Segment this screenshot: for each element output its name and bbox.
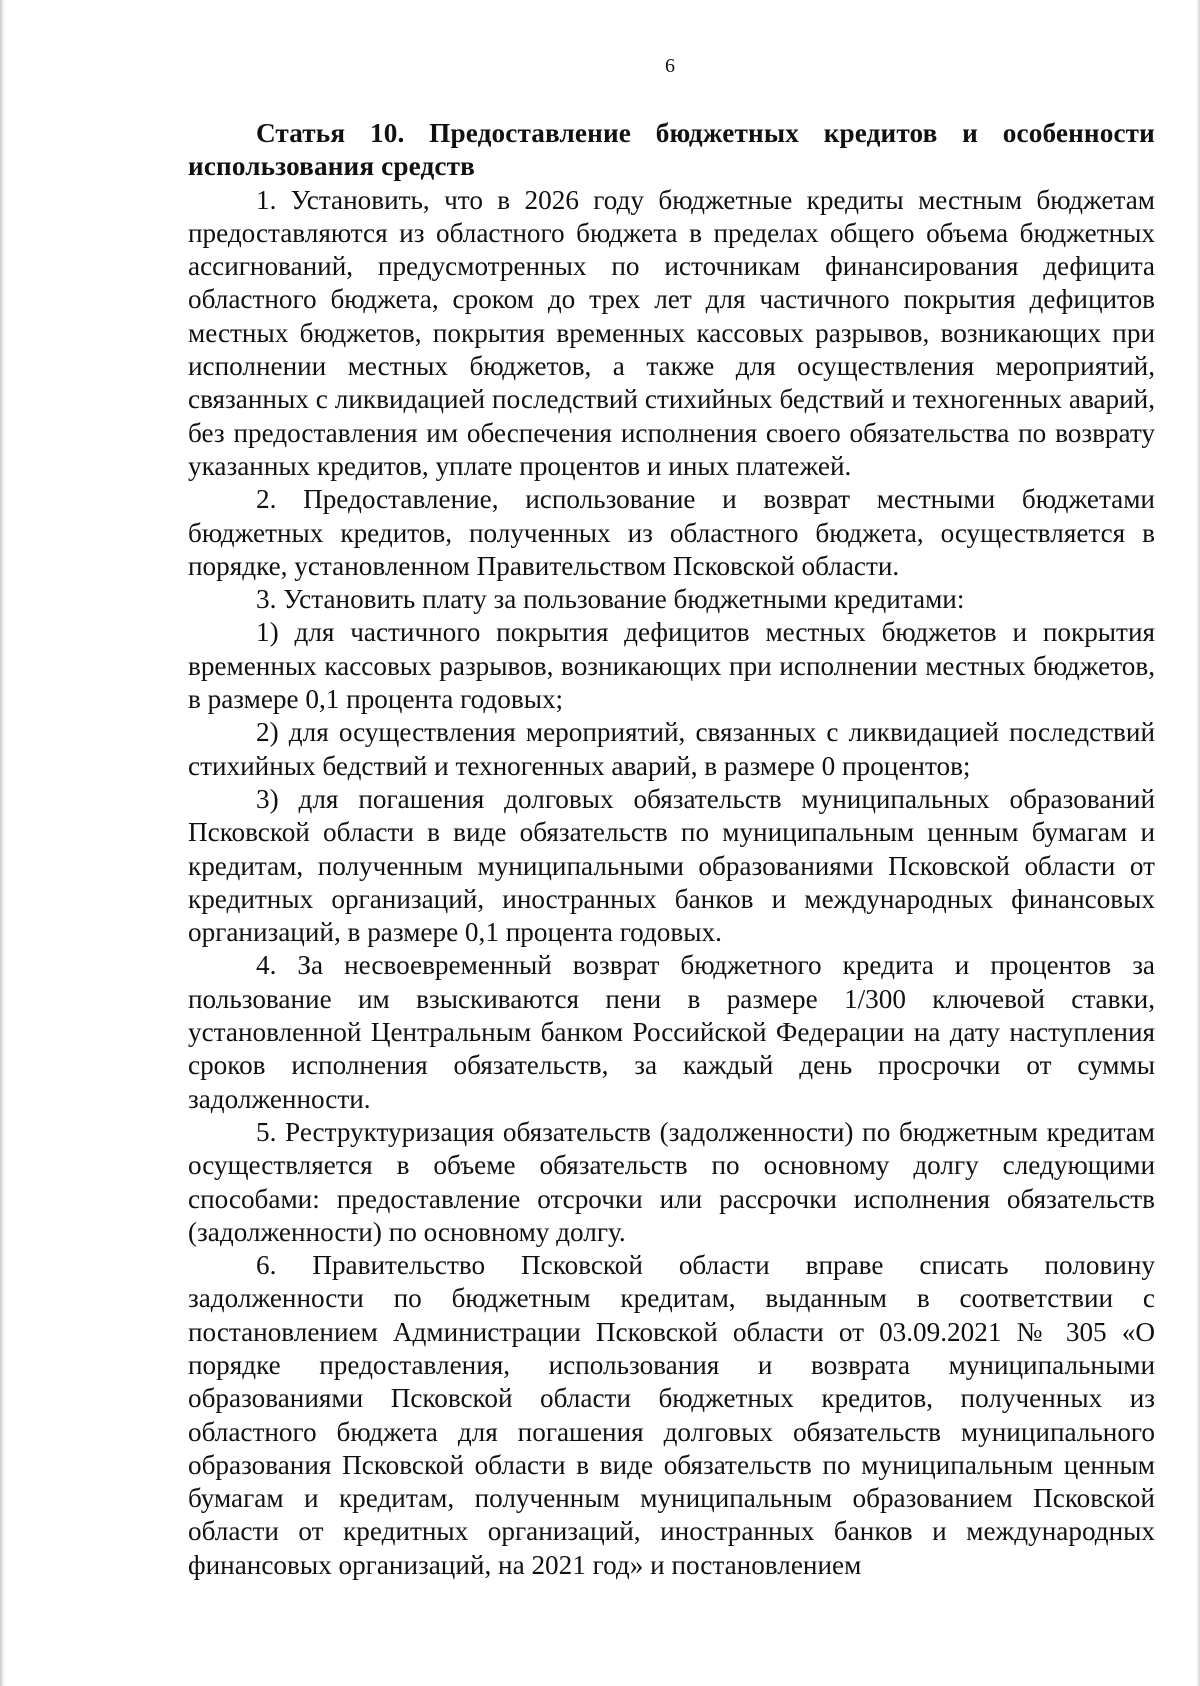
paragraph-5: 5. Реструктуризация обязательств (задолженности) по бюджетным кредитам осуществляется в объеме обязательств по основному долгу следующими способами: предоставление отсрочки или рассрочки исполнения обязательств (задолженности) по основному долгу. (188, 1116, 1155, 1247)
article-heading: Статья 10. Предоставление бюджетных кредитов и особенности использования средств (188, 118, 1155, 182)
scan-edge-left (0, 0, 5, 1686)
paragraph-6: 6. Правительство Псковской области вправе списать половину задолженности по бюджетным кредитам, выданным в соответствии с постановлением Администрации Псковской области от 03.09.2021 № 305 «О порядке предоставления, использования и возврата муниципальными образованиями Псковской области бюджетных кредитов, полученных из областного бюджета для погашения долговых обязательств муниципального образования Псковской области в виде обязательств по муниципальным ценным бумагам и кредитам, полученным муниципальным образованием Псковской области от кредитных организаций, иностранных банков и международных финансовых организаций, на 2021 год» и постановлением (188, 1250, 1155, 1580)
scan-edge-right (1196, 0, 1200, 1686)
paragraph-3-item-3: 3) для погашения долговых обязательств муниципальных образований Псковской области в виде обязательств по муниципальным ценным бумагам и кредитам, полученным муниципальными образованиями Псковской области от кредитных организаций, иностранных банков и международных финансовых организаций, в размере 0,1 процента годовых. (188, 783, 1155, 948)
paragraph-3-item-1: 1) для частичного покрытия дефицитов местных бюджетов и покрытия временных кассовых разрывов, возникающих при исполнении местных бюджетов, в размере 0,1 процента годовых; (188, 617, 1155, 715)
article-body (188, 117, 1155, 1582)
paragraph-1: 1. Установить, что в 2026 году бюджетные кредиты местным бюджетам предоставляются из областного бюджета в пределах общего объема бюджетных ассигнований, предусмотренных по источникам финансирования дефицита областного бюджета, сроком до трех лет для частичного покрытия дефицитов местных бюджетов, покрытия временных кассовых разрывов, возникающих при исполнении местных бюджетов, а также для осуществления мероприятий, связанных с ликвидацией последствий стихийных бедствий и техногенных аварий, без предоставления им обеспечения исполнения своего обязательства по возврату указанных кредитов, уплате процентов и иных платежей. (188, 184, 1155, 481)
page-number: 6 (665, 55, 675, 77)
paragraph-4: 4. За несвоевременный возврат бюджетного кредита и процентов за пользование им взыскиваются пени в размере 1/300 ключевой ставки, установленной Центральным банком Российской Федерации на дату наступления сроков исполнения обязательств, за каждый день просрочки от суммы задолженности. (188, 950, 1155, 1114)
paragraph-3: 3. Установить плату за пользование бюджетными кредитами: (256, 584, 965, 615)
paragraph-3-item-2: 2) для осуществления мероприятий, связанных с ликвидацией последствий стихийных бедствий и техногенных аварий, в размере 0 процентов; (188, 717, 1155, 781)
paragraph-2: 2. Предоставление, использование и возврат местными бюджетами бюджетных кредитов, полученных из областного бюджета, осуществляется в порядке, установленном Правительством Псковской области. (188, 484, 1155, 581)
